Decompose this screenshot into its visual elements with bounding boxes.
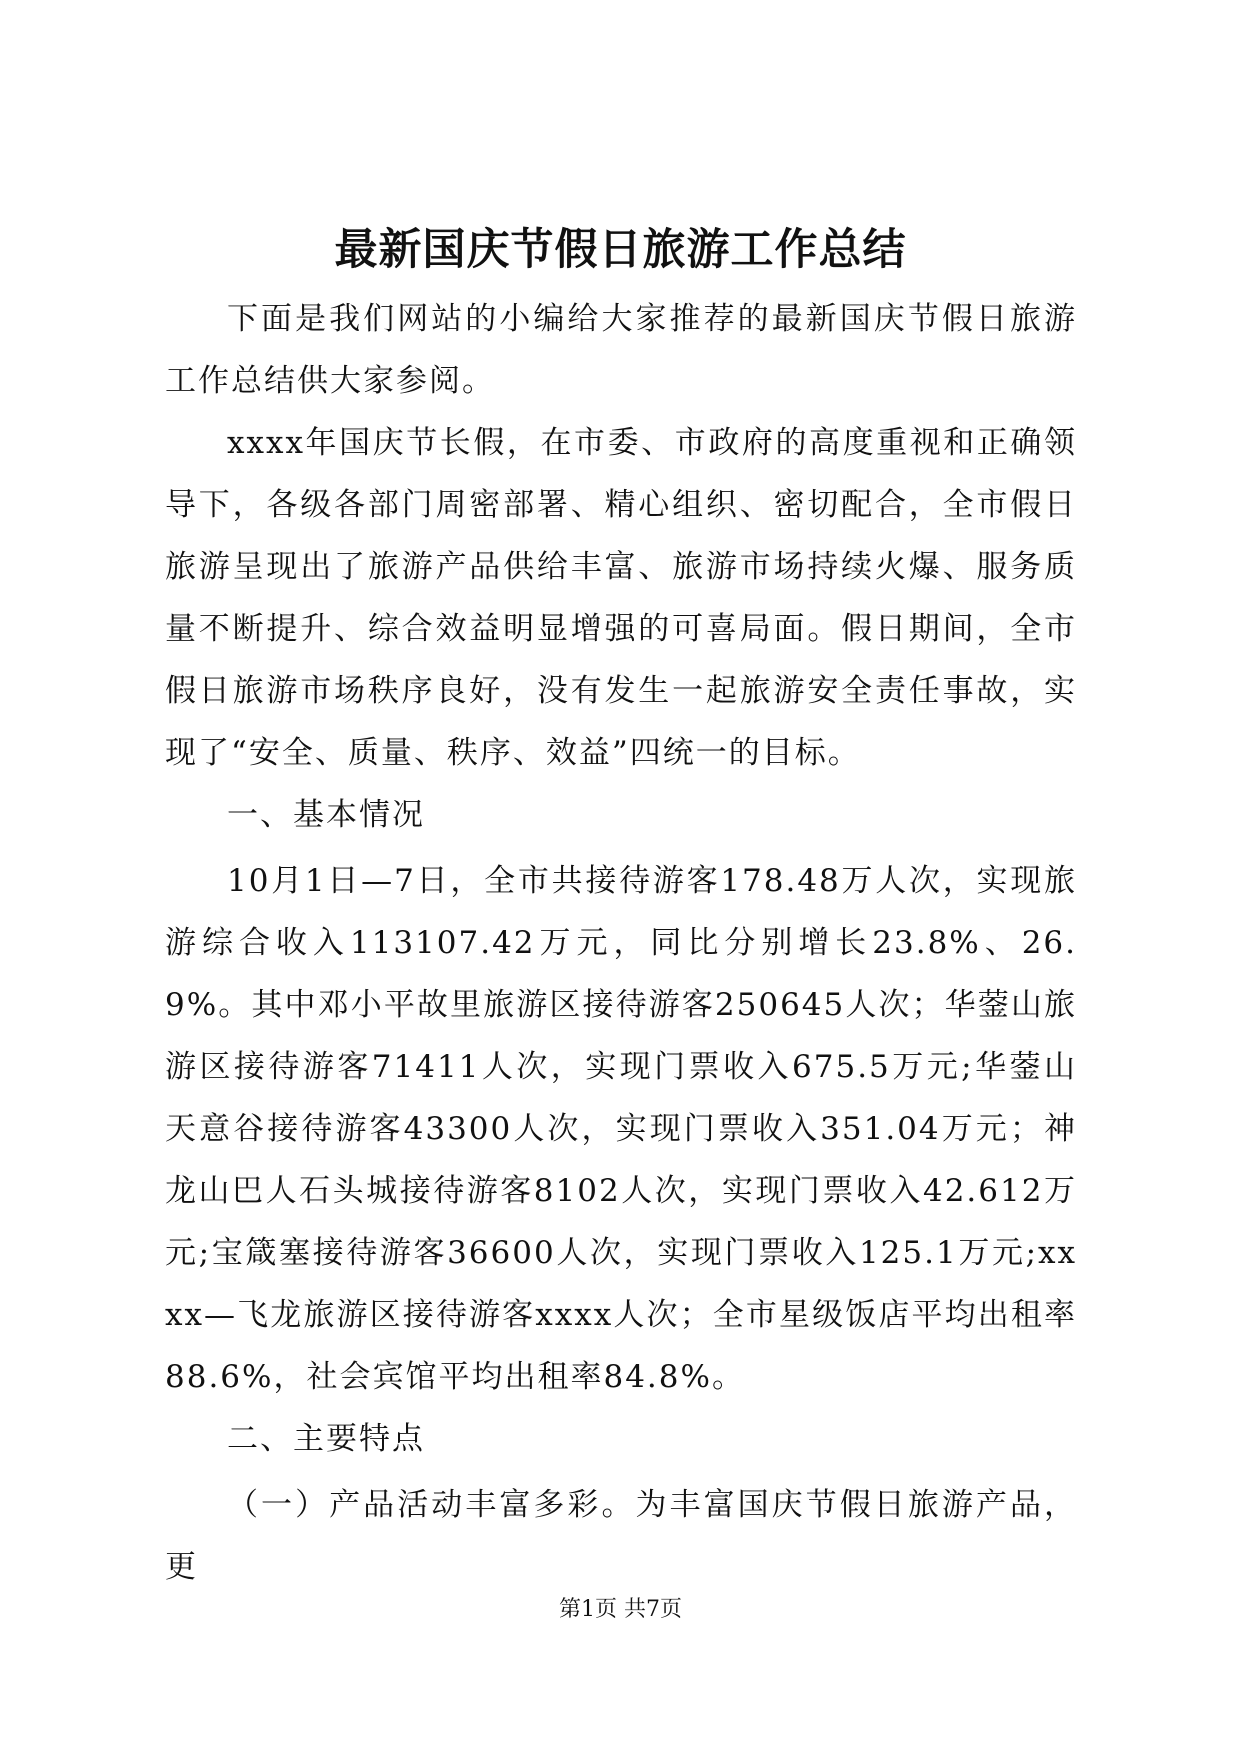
document-title: 最新国庆节假日旅游工作总结 — [334, 225, 907, 275]
feature-paragraph-1: （一）产品活动丰富多彩。为丰富国庆节假日旅游产品，更 — [165, 1487, 1077, 1585]
overview-paragraph: xxxx年国庆节长假，在市委、市政府的高度重视和正确领导下，各级各部门周密部署、精心组织、密切配合，全市假日旅游呈现出了旅游产品供给丰富、旅游市场持续火爆、服务质量不断提升、综合效益明显增强的可喜局面。假日期间，全市假日旅游市场秩序良好，没有发生一起旅游安全责任事故，实现了“安全、质量、秩序、效益”四统一的目标。 — [165, 425, 1077, 771]
section-heading-features: 二、主要特点 — [227, 1421, 425, 1457]
page-number-footer: 第1页 共7页 — [559, 1597, 682, 1622]
intro-paragraph: 下面是我们网站的小编给大家推荐的最新国庆节假日旅游工作总结供大家参阅。 — [165, 301, 1077, 399]
section-heading-basic: 一、基本情况 — [227, 797, 425, 833]
document-body — [165, 288, 1077, 1598]
basic-situation-paragraph: 10月1日—7日，全市共接待游客178.48万人次，实现旅游综合收入113107.42万元，同比分别增长23.8%、26.9%。其中邓小平故里旅游区接待游客250645人次；华蓥山旅游区接待游客71411人次，实现门票收入675.5万元;华蓥山天意谷接待游客43300人次，实现门票收入351.04万元；神龙山巴人石头城接待游客8102人次，实现门票收入42.612万元;宝箴塞接待游客36600人次，实现门票收入125.1万元;xxxx—飞龙旅游区接待游客xxxx人次；全市星级饭店平均出租率88.6%，社会宾馆平均出租率84.8%。 — [165, 863, 1077, 1395]
